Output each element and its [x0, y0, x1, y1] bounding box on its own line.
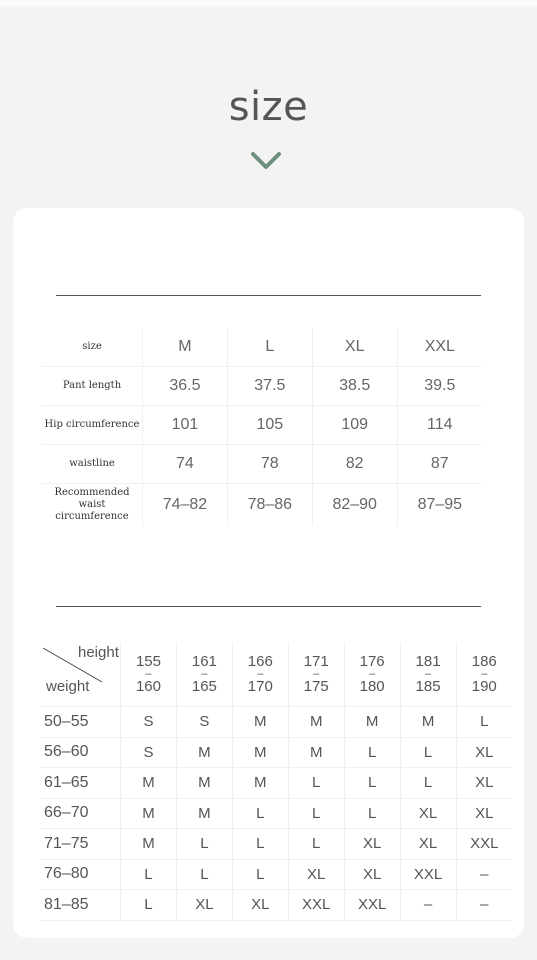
- size-recommendation-table: [40, 642, 512, 921]
- row-label: Pant length: [42, 367, 143, 406]
- size-cell: L: [344, 798, 400, 829]
- weight-range-cell: 71–75: [40, 829, 121, 860]
- height-to: 170: [247, 677, 273, 695]
- size-cell: XL: [344, 859, 400, 890]
- page-title: size: [228, 84, 309, 130]
- size-cell: XXL: [288, 890, 344, 921]
- size-cell: S: [121, 707, 177, 738]
- table-cell: 38.5: [312, 367, 397, 406]
- header-cell: XL: [312, 328, 397, 367]
- size-cell: M: [288, 707, 344, 738]
- table-cell: 78–86: [227, 484, 312, 527]
- height-range-cell: [232, 642, 288, 707]
- header-cell: M: [143, 328, 228, 367]
- size-cell: –: [400, 890, 456, 921]
- weight-range-cell: 61–65: [40, 768, 121, 799]
- size-cell: L: [176, 859, 232, 890]
- height-from: 166: [247, 652, 273, 670]
- size-cell: M: [232, 707, 288, 738]
- table-cell: 105: [227, 406, 312, 445]
- row-label: Recommended waist circumference: [42, 484, 143, 527]
- height-from: 181: [415, 652, 441, 670]
- weight-range-cell: 50–55: [40, 707, 121, 738]
- size-cell: XL: [344, 829, 400, 860]
- table-cell: 109: [312, 406, 397, 445]
- size-cell: M: [400, 707, 456, 738]
- weight-label: weight: [46, 678, 90, 695]
- size-cell: S: [176, 707, 232, 738]
- height-to: 190: [471, 677, 497, 695]
- size-cell: L: [400, 768, 456, 799]
- height-from: 176: [359, 652, 385, 670]
- height-range-cell: [288, 642, 344, 707]
- height-to: 165: [191, 677, 217, 695]
- top-strip: [0, 0, 537, 6]
- height-range-cell: [344, 642, 400, 707]
- height-to: 175: [303, 677, 329, 695]
- table-cell: 74–82: [143, 484, 228, 527]
- height-from: 155: [135, 652, 161, 670]
- size-cell: M: [344, 707, 400, 738]
- size-cell: M: [121, 798, 177, 829]
- divider-bottom: [56, 606, 481, 607]
- size-cell: XL: [456, 798, 512, 829]
- size-cell: M: [121, 829, 177, 860]
- table-cell: 101: [143, 406, 228, 445]
- height-range-cell: [176, 642, 232, 707]
- size-cell: M: [176, 768, 232, 799]
- height-dash: –: [257, 667, 264, 680]
- table-row: [42, 367, 482, 406]
- table-cell: 39.5: [397, 367, 482, 406]
- size-cell: L: [121, 890, 177, 921]
- size-cell: M: [176, 798, 232, 829]
- row-label: Hip circumference: [42, 406, 143, 445]
- size-cell: L: [232, 829, 288, 860]
- size-cell: XXL: [456, 829, 512, 860]
- height-dash: –: [201, 667, 208, 680]
- size-cell: M: [232, 768, 288, 799]
- table-row: [40, 829, 512, 860]
- chevron-down-icon: [250, 150, 282, 172]
- table-row: [42, 484, 482, 527]
- table-row: [40, 798, 512, 829]
- height-range-cell: [456, 642, 512, 707]
- height-dash: –: [145, 667, 152, 680]
- weight-range-cell: 66–70: [40, 798, 121, 829]
- size-cell: S: [121, 737, 177, 768]
- table-row: [40, 890, 512, 921]
- height-dash: –: [481, 667, 488, 680]
- size-cell: L: [176, 829, 232, 860]
- header-cell: XXL: [397, 328, 482, 367]
- size-cell: XL: [400, 829, 456, 860]
- size-cell: L: [288, 829, 344, 860]
- size-measurement-table: [42, 328, 482, 526]
- weight-range-cell: 81–85: [40, 890, 121, 921]
- size-cell: M: [176, 737, 232, 768]
- size-cell: L: [400, 737, 456, 768]
- size-cell: XL: [232, 890, 288, 921]
- height-from: 171: [303, 652, 329, 670]
- table-cell: 37.5: [227, 367, 312, 406]
- table-cell: 114: [397, 406, 482, 445]
- size-cell: L: [121, 859, 177, 890]
- table-row: [40, 859, 512, 890]
- size-cell: –: [456, 890, 512, 921]
- table-row: [40, 737, 512, 768]
- size-cell: M: [288, 737, 344, 768]
- table-row: [42, 445, 482, 484]
- weight-range-cell: 76–80: [40, 859, 121, 890]
- size-cell: M: [121, 768, 177, 799]
- height-dash: –: [425, 667, 432, 680]
- table-row: [40, 707, 512, 738]
- size-cell: XXL: [400, 859, 456, 890]
- table-cell: 36.5: [143, 367, 228, 406]
- divider-top: [56, 295, 481, 296]
- table-cell: 87: [397, 445, 482, 484]
- height-header-row: [40, 642, 512, 707]
- size-cell: XL: [176, 890, 232, 921]
- header-label: size: [42, 328, 143, 367]
- table-header-row: [42, 328, 482, 367]
- height-range-cell: [121, 642, 177, 707]
- size-cell: XL: [456, 737, 512, 768]
- row-label: waistline: [42, 445, 143, 484]
- size-cell: XL: [456, 768, 512, 799]
- table-cell: 78: [227, 445, 312, 484]
- size-cell: L: [232, 798, 288, 829]
- size-cell: XXL: [344, 890, 400, 921]
- height-from: 186: [471, 652, 497, 670]
- size-cell: –: [456, 859, 512, 890]
- size-cell: XL: [288, 859, 344, 890]
- height-dash: –: [369, 667, 376, 680]
- height-to: 185: [415, 677, 441, 695]
- table-cell: 82–90: [312, 484, 397, 527]
- table-row: [42, 406, 482, 445]
- size-cell: M: [232, 737, 288, 768]
- table-row: [40, 768, 512, 799]
- height-to: 160: [135, 677, 161, 695]
- weight-range-cell: 56–60: [40, 737, 121, 768]
- height-from: 161: [191, 652, 217, 670]
- height-label: height: [78, 644, 119, 661]
- height-to: 180: [359, 677, 385, 695]
- table-cell: 87–95: [417, 496, 463, 513]
- table-cell: 74: [143, 445, 228, 484]
- size-cell: L: [344, 768, 400, 799]
- size-cell: L: [232, 859, 288, 890]
- size-cell: L: [288, 768, 344, 799]
- corner-cell: [40, 642, 121, 707]
- size-cell: L: [288, 798, 344, 829]
- height-range-cell: [400, 642, 456, 707]
- size-cell: L: [344, 737, 400, 768]
- height-dash: –: [313, 667, 320, 680]
- header-cell: L: [227, 328, 312, 367]
- size-cell: XL: [400, 798, 456, 829]
- size-cell: L: [456, 707, 512, 738]
- table-cell: 82: [312, 445, 397, 484]
